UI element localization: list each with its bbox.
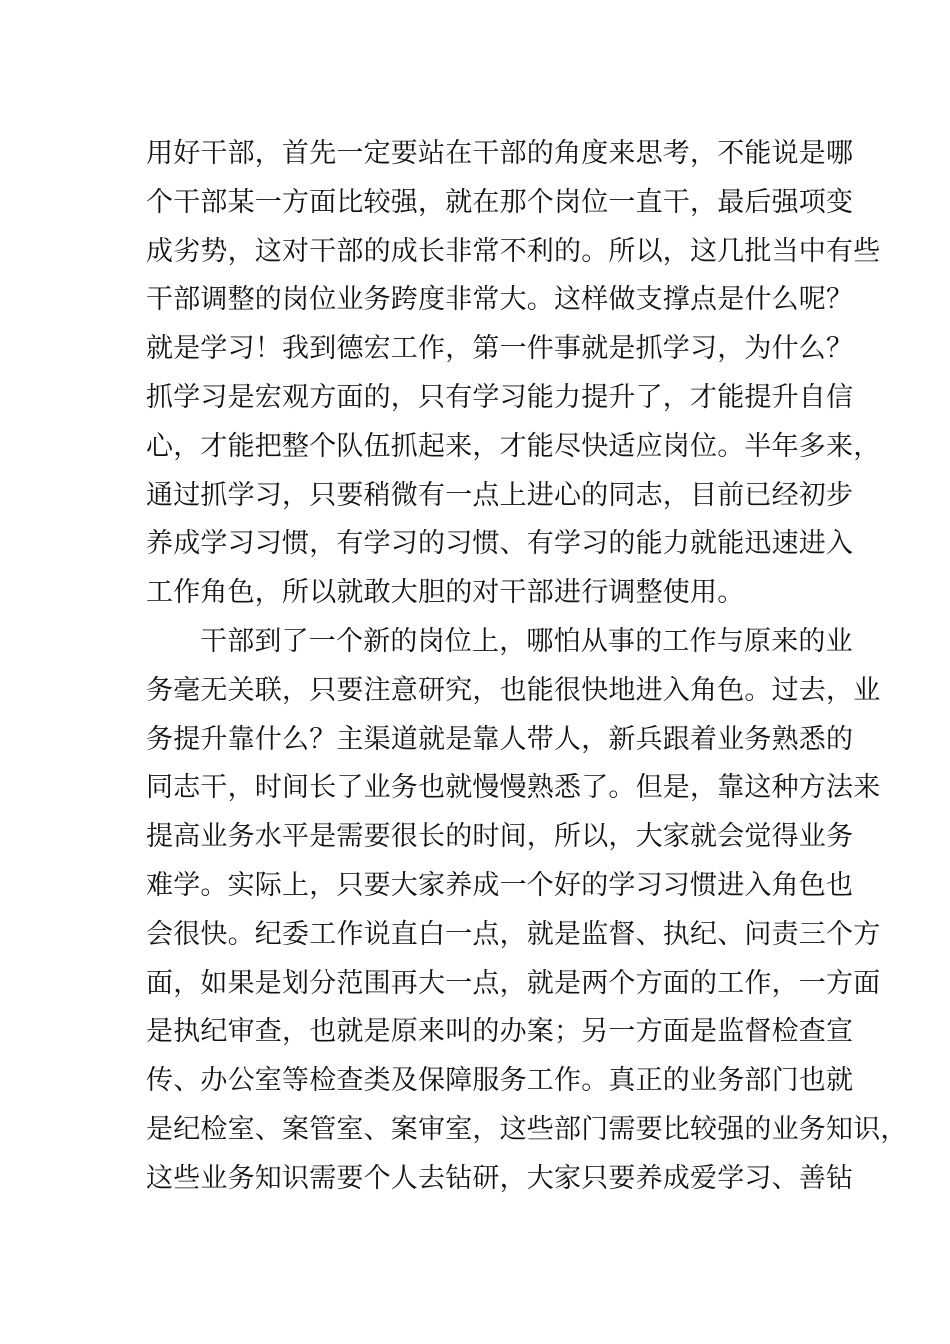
text-line: 是纪检室、案管室、案审室，这些部门需要比较强的业务知识， [146,1113,908,1145]
text-line: 养成学习习惯，有学习的习惯、有学习的能力就能迅速进入 [146,528,854,560]
text-line: 面，如果是划分范围再大一点，就是两个方面的工作，一方面 [146,967,881,999]
text-line: 成劣势，这对干部的成长非常不利的。所以，这几批当中有些 [146,235,881,267]
paragraph-first-line: 干部到了一个新的岗位上，哪怕从事的工作与原来的业 [200,625,853,657]
text-line: 务提升靠什么？主渠道就是靠人带人，新兵跟着业务熟悉的 [146,723,854,755]
text-line: 同志干，时间长了业务也就慢慢熟悉了。但是，靠这种方法来 [146,772,881,804]
text-line: 通过抓学习，只要稍微有一点上进心的同志，目前已经初步 [146,479,854,511]
text-line: 干部调整的岗位业务跨度非常大。这样做支撑点是什么呢？ [146,284,854,316]
text-line: 是执纪审查，也就是原来叫的办案；另一方面是监督检查宣 [146,1016,854,1048]
text-line: 传、办公室等检查类及保障服务工作。真正的业务部门也就 [146,1065,854,1097]
text-line: 个干部某一方面比较强，就在那个岗位一直干，最后强项变 [146,186,854,218]
text-line: 心，才能把整个队伍抓起来，才能尽快适应岗位。半年多来， [146,430,881,462]
text-line: 提高业务水平是需要很长的时间，所以，大家就会觉得业务 [146,821,854,853]
text-line: 就是学习！我到德宏工作，第一件事就是抓学习，为什么？ [146,333,854,365]
body-text [146,130,908,1204]
text-line: 抓学习是宏观方面的，只有学习能力提升了，才能提升自信 [146,381,854,413]
text-line: 用好干部，首先一定要站在干部的角度来思考，不能说是哪 [146,138,854,169]
text-line: 会很快。纪委工作说直白一点，就是监督、执纪、问责三个方 [146,918,881,950]
text-line: 务毫无关联，只要注意研究，也能很快地进入角色。过去，业 [146,674,881,706]
text-line: 工作角色，所以就敢大胆的对干部进行调整使用。 [146,577,745,609]
text-line: 难学。实际上，只要大家养成一个好的学习习惯进入角色也 [146,869,854,901]
text-line: 这些业务知识需要个人去钻研，大家只要养成爱学习、善钻 [146,1162,854,1194]
